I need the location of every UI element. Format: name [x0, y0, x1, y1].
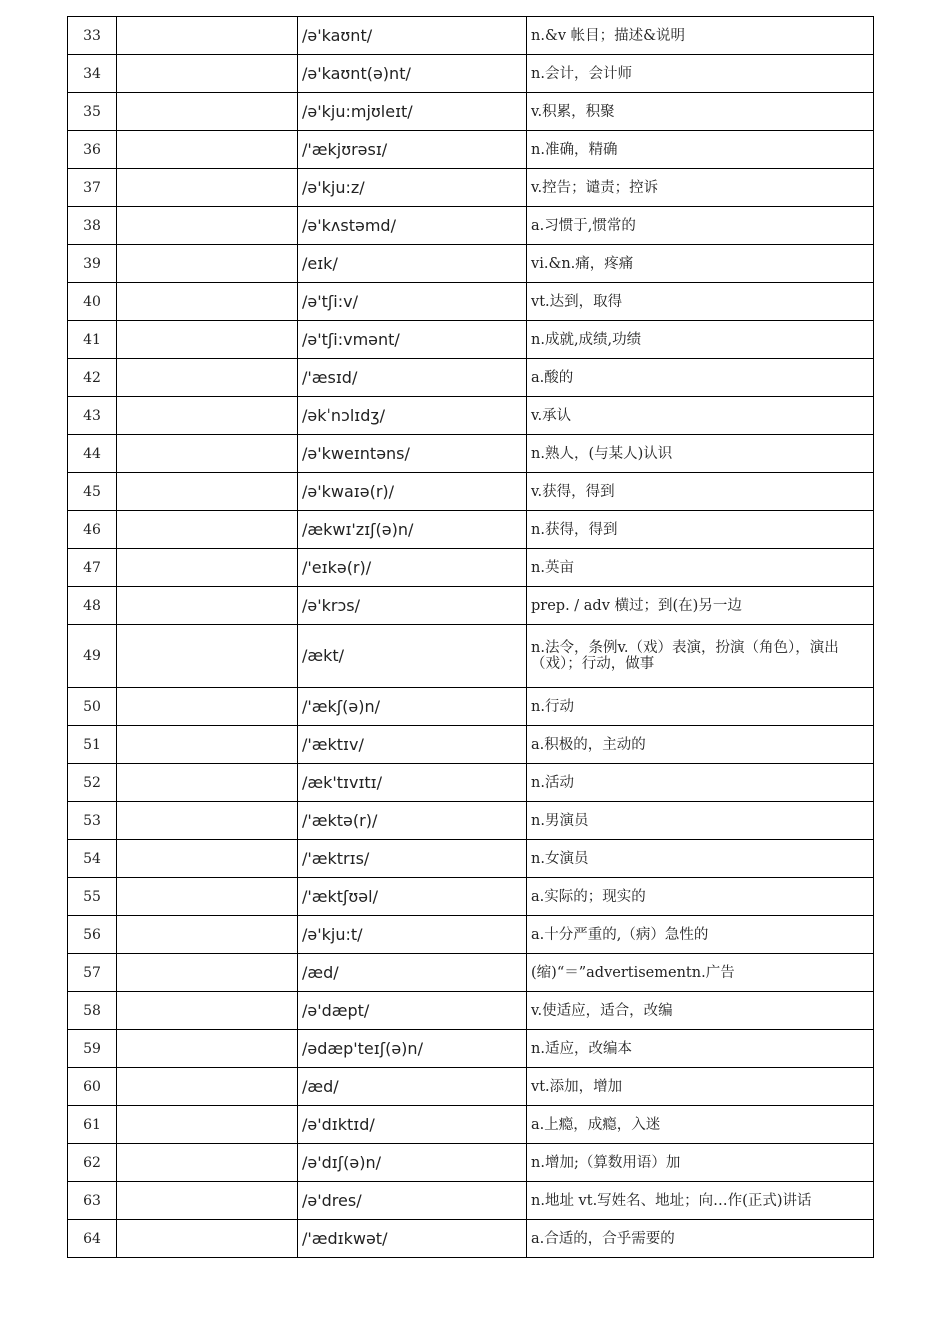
table-row: [68, 93, 874, 131]
word-cell: [117, 1144, 298, 1182]
definition-cell: n.行动: [527, 688, 874, 726]
definition-cell: a.合适的，合乎需要的: [527, 1220, 874, 1258]
row-number-cell: 40: [68, 283, 117, 321]
row-number-cell: 58: [68, 992, 117, 1030]
pronunciation-cell: /æk'tɪvɪtɪ/: [298, 764, 527, 802]
word-cell: [117, 625, 298, 688]
definition-cell: vt.达到，取得: [527, 283, 874, 321]
word-cell: [117, 397, 298, 435]
pronunciation-cell: /ə'tʃi:vmənt/: [298, 321, 527, 359]
pronunciation-cell: /ə'krɔs/: [298, 587, 527, 625]
table-row: [68, 397, 874, 435]
definition-cell: v.积累，积聚: [527, 93, 874, 131]
vocabulary-table-body: [68, 17, 874, 1258]
table-row: [68, 207, 874, 245]
table-row: [68, 1068, 874, 1106]
definition-cell: n.&v 帐目；描述&说明: [527, 17, 874, 55]
definition-cell: v.使适应，适合，改编: [527, 992, 874, 1030]
row-number-cell: 34: [68, 55, 117, 93]
row-number-cell: 33: [68, 17, 117, 55]
pronunciation-cell: /ə'dres/: [298, 1182, 527, 1220]
pronunciation-cell: /əkˈnɔlɪdʒ/: [298, 397, 527, 435]
row-number-cell: 59: [68, 1030, 117, 1068]
table-row: [68, 802, 874, 840]
definition-cell: vt.添加，增加: [527, 1068, 874, 1106]
word-cell: [117, 321, 298, 359]
pronunciation-cell: /eɪk/: [298, 245, 527, 283]
table-row: [68, 359, 874, 397]
definition-cell: n.获得，得到: [527, 511, 874, 549]
pronunciation-cell: /'ækʃ(ə)n/: [298, 688, 527, 726]
table-row: [68, 1030, 874, 1068]
word-cell: [117, 1220, 298, 1258]
word-cell: [117, 840, 298, 878]
word-cell: [117, 878, 298, 916]
row-number-cell: 47: [68, 549, 117, 587]
pronunciation-cell: /'eɪkə(r)/: [298, 549, 527, 587]
definition-cell: n.会计，会计师: [527, 55, 874, 93]
table-row: [68, 435, 874, 473]
table-row: [68, 625, 874, 688]
row-number-cell: 57: [68, 954, 117, 992]
word-cell: [117, 587, 298, 625]
word-cell: [117, 549, 298, 587]
word-cell: [117, 954, 298, 992]
pronunciation-cell: /ə'dɪktɪd/: [298, 1106, 527, 1144]
definition-cell: n.成就,成绩,功绩: [527, 321, 874, 359]
word-cell: [117, 473, 298, 511]
definition-cell: n.熟人，(与某人)认识: [527, 435, 874, 473]
row-number-cell: 54: [68, 840, 117, 878]
row-number-cell: 46: [68, 511, 117, 549]
row-number-cell: 56: [68, 916, 117, 954]
table-row: [68, 17, 874, 55]
row-number-cell: 42: [68, 359, 117, 397]
pronunciation-cell: /'æktə(r)/: [298, 802, 527, 840]
definition-cell: v.承认: [527, 397, 874, 435]
row-number-cell: 41: [68, 321, 117, 359]
row-number-cell: 64: [68, 1220, 117, 1258]
table-row: [68, 840, 874, 878]
table-row: [68, 1182, 874, 1220]
definition-cell: vi.&n.痛，疼痛: [527, 245, 874, 283]
pronunciation-cell: /ə'kʌstəmd/: [298, 207, 527, 245]
table-row: [68, 992, 874, 1030]
word-cell: [117, 1068, 298, 1106]
pronunciation-cell: /'æsɪd/: [298, 359, 527, 397]
pronunciation-cell: /ækwɪ'zɪʃ(ə)n/: [298, 511, 527, 549]
row-number-cell: 61: [68, 1106, 117, 1144]
word-cell: [117, 283, 298, 321]
row-number-cell: 44: [68, 435, 117, 473]
row-number-cell: 52: [68, 764, 117, 802]
row-number-cell: 51: [68, 726, 117, 764]
table-row: [68, 1106, 874, 1144]
definition-cell: prep. / adv 横过；到(在)另一边: [527, 587, 874, 625]
word-cell: [117, 207, 298, 245]
pronunciation-cell: /ə'kju:mjʊleɪt/: [298, 93, 527, 131]
pronunciation-cell: /'æktʃʊəl/: [298, 878, 527, 916]
word-cell: [117, 435, 298, 473]
pronunciation-cell: /æd/: [298, 1068, 527, 1106]
pronunciation-cell: /ə'dɪʃ(ə)n/: [298, 1144, 527, 1182]
row-number-cell: 55: [68, 878, 117, 916]
word-cell: [117, 764, 298, 802]
table-row: [68, 764, 874, 802]
definition-cell: a.习惯于,惯常的: [527, 207, 874, 245]
row-number-cell: 53: [68, 802, 117, 840]
word-cell: [117, 131, 298, 169]
word-cell: [117, 169, 298, 207]
definition-cell: a.实际的；现实的: [527, 878, 874, 916]
row-number-cell: 39: [68, 245, 117, 283]
word-cell: [117, 802, 298, 840]
pronunciation-cell: /ə'kweɪntəns/: [298, 435, 527, 473]
definition-cell: a.酸的: [527, 359, 874, 397]
word-cell: [117, 17, 298, 55]
word-cell: [117, 726, 298, 764]
definition-cell: n.法令，条例v.（戏）表演，扮演（角色），演出（戏）；行动，做事: [527, 625, 874, 688]
table-row: [68, 1220, 874, 1258]
definition-cell: a.上瘾，成瘾，入迷: [527, 1106, 874, 1144]
definition-cell: a.十分严重的,（病）急性的: [527, 916, 874, 954]
word-cell: [117, 1106, 298, 1144]
pronunciation-cell: /'æktrɪs/: [298, 840, 527, 878]
pronunciation-cell: /ækt/: [298, 625, 527, 688]
table-row: [68, 55, 874, 93]
table-row: [68, 1144, 874, 1182]
row-number-cell: 49: [68, 625, 117, 688]
row-number-cell: 60: [68, 1068, 117, 1106]
row-number-cell: 50: [68, 688, 117, 726]
table-row: [68, 688, 874, 726]
row-number-cell: 37: [68, 169, 117, 207]
row-number-cell: 43: [68, 397, 117, 435]
table-row: [68, 916, 874, 954]
definition-cell: a.积极的，主动的: [527, 726, 874, 764]
pronunciation-cell: /ədæp'teɪʃ(ə)n/: [298, 1030, 527, 1068]
word-cell: [117, 511, 298, 549]
pronunciation-cell: /ə'dæpt/: [298, 992, 527, 1030]
pronunciation-cell: /'æktɪv/: [298, 726, 527, 764]
pronunciation-cell: /'ækjʊrəsɪ/: [298, 131, 527, 169]
row-number-cell: 62: [68, 1144, 117, 1182]
word-cell: [117, 992, 298, 1030]
word-cell: [117, 359, 298, 397]
definition-cell: v.控告；谴责；控诉: [527, 169, 874, 207]
row-number-cell: 35: [68, 93, 117, 131]
table-row: [68, 954, 874, 992]
table-row: [68, 587, 874, 625]
table-row: [68, 549, 874, 587]
pronunciation-cell: /ə'kju:t/: [298, 916, 527, 954]
definition-cell: n.活动: [527, 764, 874, 802]
definition-cell: v.获得，得到: [527, 473, 874, 511]
vocabulary-table: [67, 16, 874, 1258]
definition-cell: n.准确，精确: [527, 131, 874, 169]
word-cell: [117, 55, 298, 93]
table-row: [68, 878, 874, 916]
row-number-cell: 45: [68, 473, 117, 511]
table-row: [68, 321, 874, 359]
pronunciation-cell: /æd/: [298, 954, 527, 992]
pronunciation-cell: /ə'kaʊnt/: [298, 17, 527, 55]
definition-cell: n.女演员: [527, 840, 874, 878]
row-number-cell: 48: [68, 587, 117, 625]
row-number-cell: 36: [68, 131, 117, 169]
word-cell: [117, 688, 298, 726]
definition-cell: n.男演员: [527, 802, 874, 840]
table-row: [68, 726, 874, 764]
table-row: [68, 131, 874, 169]
table-row: [68, 245, 874, 283]
table-row: [68, 511, 874, 549]
definition-cell: n.英亩: [527, 549, 874, 587]
pronunciation-cell: /ə'kwaɪə(r)/: [298, 473, 527, 511]
word-cell: [117, 93, 298, 131]
word-cell: [117, 245, 298, 283]
word-cell: [117, 1182, 298, 1220]
word-cell: [117, 1030, 298, 1068]
row-number-cell: 38: [68, 207, 117, 245]
row-number-cell: 63: [68, 1182, 117, 1220]
pronunciation-cell: /'ædɪkwət/: [298, 1220, 527, 1258]
pronunciation-cell: /ə'tʃi:v/: [298, 283, 527, 321]
definition-cell: (缩)“＝”advertisementn.广告: [527, 954, 874, 992]
definition-cell: n.增加;（算数用语）加: [527, 1144, 874, 1182]
pronunciation-cell: /ə'kaʊnt(ə)nt/: [298, 55, 527, 93]
table-row: [68, 473, 874, 511]
definition-cell: n.适应，改编本: [527, 1030, 874, 1068]
table-row: [68, 283, 874, 321]
pronunciation-cell: /ə'kju:z/: [298, 169, 527, 207]
definition-cell: n.地址 vt.写姓名、地址；向…作(正式)讲话: [527, 1182, 874, 1220]
table-row: [68, 169, 874, 207]
word-cell: [117, 916, 298, 954]
